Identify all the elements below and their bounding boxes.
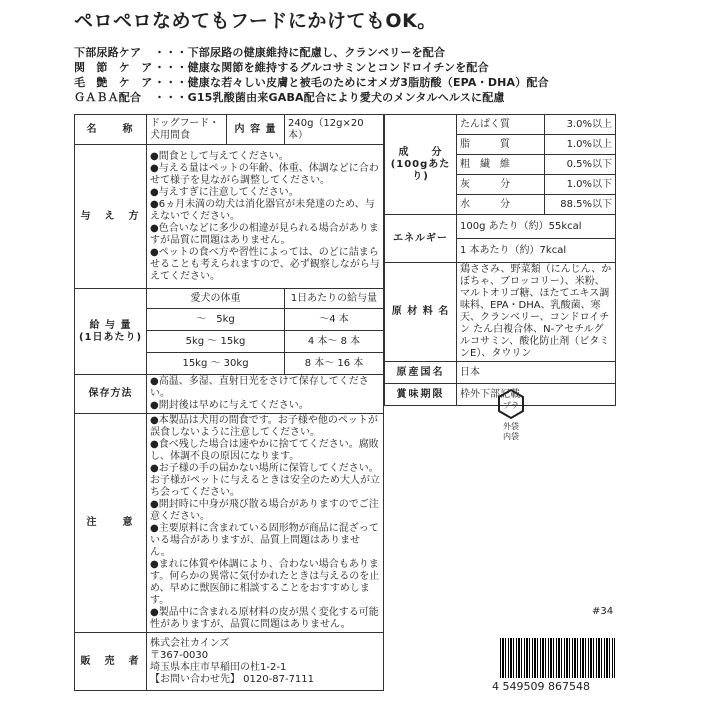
seller-label: 販 売 者 — [75, 633, 147, 691]
feeding-weight: 5kg 〜 15kg — [147, 331, 285, 353]
ingredients-value: 鶏ささみ、野菜類（にんじん、かぼちゃ、ブロッコリー）、米粉、マルトオリゴ糖、ほたてエキス調味料、EPA・DHA、乳酸菌、寒天、クランベリー、コンドロイチン たん白複合体、N-アセチルグルコサミン、酸化防止剤（ビタミンE）、タウリン — [457, 263, 616, 362]
nutrient-name: たんぱく質 — [457, 115, 545, 135]
nutrient-value: 3.0%以上 — [545, 115, 616, 135]
feature-coat: 毛 艶 ケ ア ・・・健康な若々しい皮膚と被毛のためにオメガ3脂肪酸（EPA・DHA）配合 — [74, 76, 549, 89]
recycle-pura-icon — [497, 388, 525, 420]
recycle-mark-text: プラ — [503, 401, 519, 410]
seller-company: 株式会社カインズ — [150, 637, 230, 649]
ingredients-label: 原 材 料 名 — [385, 263, 457, 362]
feeding-amount: 8 本〜 16 本 — [285, 353, 384, 375]
usage-item: ●間食として与えてください。 — [150, 150, 289, 162]
caution-item: ●本製品は犬用の間食です。お子様や他のペットが誤食しないように注意してください。 — [150, 415, 378, 438]
caution-item: ●主要原料に含まれている固形物が商品に混ざっている場合がありますが、品質上問題はありません。 — [150, 523, 379, 558]
nutrient-value: 0.5%以下 — [545, 155, 616, 175]
feeding-amount: 4 本〜 8 本 — [285, 331, 384, 353]
seller-postcode: 〒367-0030 — [150, 649, 209, 661]
barcode-number: 4 549509 867548 — [492, 680, 590, 693]
barcode — [500, 638, 615, 678]
usage-cell — [147, 145, 384, 289]
feature-joint: 関 節 ケ ア ・・・健康な関節を維持するグルコサミンとコンドロイチンを配合 — [74, 61, 489, 74]
right-spec-table — [384, 114, 616, 406]
expiry-label: 賞味期限 — [385, 384, 457, 406]
content-label: 内 容 量 — [227, 115, 285, 145]
caution-cell — [147, 414, 384, 633]
caution-item: ●まれに体質や体調により、合わない場合もあります。何らかの異常に気付かれたときは与えるのを止め、早めに獣医師に相談することをおすすめします。 — [150, 559, 380, 606]
nutrient-name: 脂 質 — [457, 135, 545, 155]
nutrient-name: 粗 繊 維 — [457, 155, 545, 175]
caution-item: ●開封時に中身が飛び散る場合がありますのでご注意ください。 — [150, 499, 379, 522]
storage-label: 保存方法 — [75, 375, 147, 414]
feeding-weight: 15kg 〜 30kg — [147, 353, 285, 375]
headline: ペロペロなめてもフードにかけてもOK。 — [74, 10, 437, 32]
energy-per100: 100g あたり（約）55kcal — [457, 215, 616, 239]
usage-item: ●ペットの食べ方や習性によっては、のどに詰まらせることも考えられますので、必ず観察しながら与えてください。 — [150, 246, 380, 282]
energy-label: エネルギー — [385, 215, 457, 263]
origin-label: 原産国名 — [385, 362, 457, 384]
expiry-value: 枠外下部記載 — [457, 384, 616, 406]
usage-label: 与 え 方 — [75, 145, 147, 289]
usage-item: ●6ヵ月未満の幼犬は消化器官が未発達のため、与えないでください。 — [150, 198, 375, 222]
feature-gaba: ＧＡＢＡ配合 ・・・G15乳酸菌由来GABA配合により愛犬のメンタルヘルスに配慮 — [74, 91, 505, 104]
content-value: 240g（12g×20 本） — [285, 115, 384, 145]
storage-item: ●高温、多湿、直射日光をさけて保存してください。 — [150, 376, 369, 399]
name-value: ドッグフード・犬用間食 — [147, 115, 227, 145]
caution-item: ●製品中に含まれる原材料の皮が黒く変化する可能性がありますが、品質に問題はありません。 — [150, 607, 379, 630]
nutrient-name: 灰 分 — [457, 175, 545, 195]
storage-cell — [147, 375, 384, 414]
nutrient-value: 1.0%以上 — [545, 135, 616, 155]
seller-address: 埼玉県本庄市早稲田の杜1-2-1 — [150, 661, 287, 673]
energy-per1: 1 本あたり（約）7kcal — [457, 239, 616, 263]
origin-value: 日本 — [457, 362, 616, 384]
nutrition-label: 成 分 (100gあたり) — [385, 115, 457, 215]
usage-list — [150, 151, 380, 283]
feeding-weight: 〜 5kg — [147, 309, 285, 331]
seller-contact: 【お問い合わせ先】 0120-87-7111 — [150, 673, 315, 685]
usage-item: ●与える量はペットの年齢、体重、体調などに合わせて様子を見ながら調整してください。 — [150, 162, 379, 186]
left-spec-table — [74, 114, 384, 691]
caution-item: ●食べ残した場合は速やかに捨ててください。腐敗し、体調不良の原因になります。 — [150, 439, 379, 462]
name-label: 名 称 — [75, 115, 147, 145]
storage-item: ●開封後は早めに与えてください。 — [150, 400, 309, 411]
feeding-header-weight: 愛犬の体重 — [147, 289, 285, 309]
usage-item: ●色合いなどに多少の相違が見られる場合がありますが品質に問題はありません。 — [150, 222, 379, 246]
nutrient-value: 88.5%以下 — [545, 195, 616, 215]
feature-urinary: 下部尿路ケア ・・・下部尿路の健康維持に配慮し、クランベリーを配合 — [74, 46, 446, 59]
caution-item: ●お子様の手の届かない場所に保管してください。お子様がペットに与えるときは安全のため大人が立ち会ってください。 — [150, 463, 380, 498]
nutrient-name: 水 分 — [457, 195, 545, 215]
usage-item: ●与えすぎに注意してください。 — [150, 186, 299, 198]
feeding-amount: 〜4 本 — [285, 309, 384, 331]
recycle-caption: 外袋 内袋 — [503, 422, 519, 441]
caution-label: 注 意 — [75, 414, 147, 633]
nutrient-value: 1.0%以下 — [545, 175, 616, 195]
product-code: #34 — [592, 606, 614, 617]
feeding-label: 給 与 量 (1日あたり) — [75, 289, 147, 375]
seller-cell — [147, 633, 384, 691]
feeding-header-amount: 1日あたりの給与量 — [285, 289, 384, 309]
